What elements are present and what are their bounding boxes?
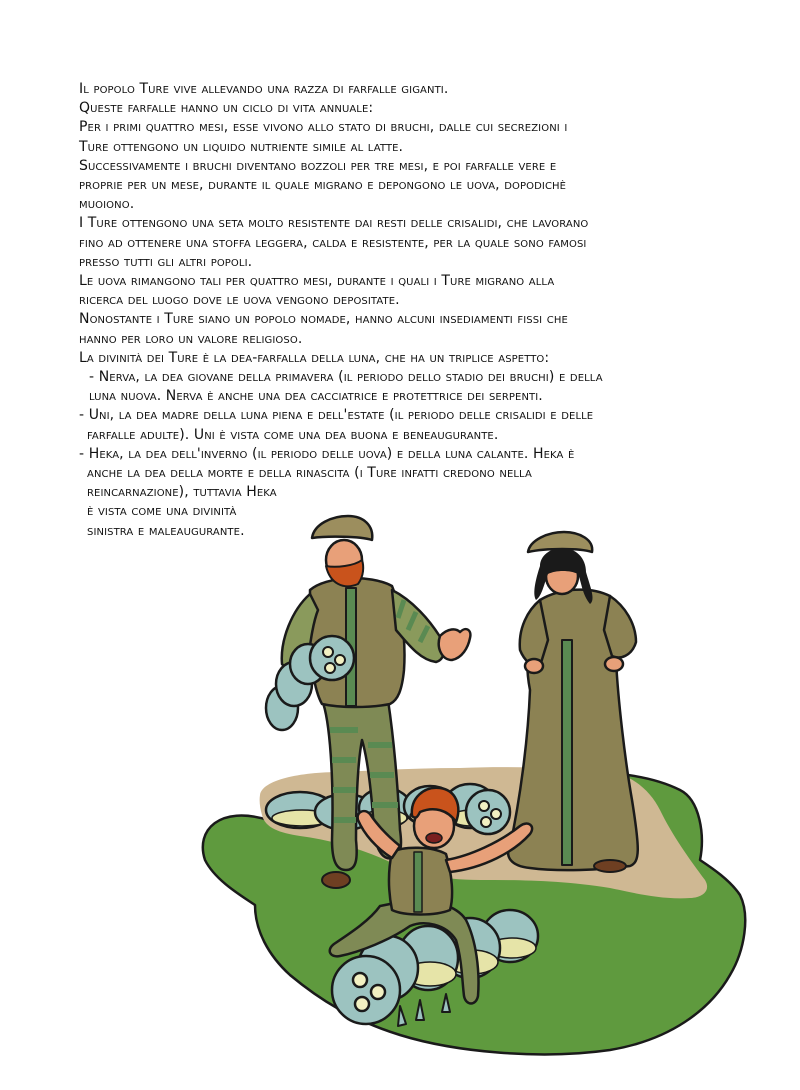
text-line: La divinità dei Ture è la dea-farfalla della luna, che ha un triplice aspetto: (79, 349, 550, 366)
text-line: fino ad ottenere una stoffa leggera, calda e resistente, per la quale sono famosi (79, 234, 587, 251)
text-line: Queste farfalle hanno un ciclo di vita annuale: (79, 100, 374, 117)
text-line: Il popolo Ture vive allevando una razza di farfalle giganti. (79, 81, 449, 97)
text-line: - Nerva, la dea giovane della primavera (il periodo dello stadio dei bruchi) e della (89, 369, 603, 386)
text-line: Nonostante i Ture siano un popolo nomade, hanno alcuni insediamenti fissi che (79, 311, 568, 328)
text-line: luna nuova. Nerva è anche una dea cacciatrice e protettrice dei serpenti. (89, 388, 543, 405)
text-line: presso tutti gli altri popoli. (79, 253, 253, 270)
text-line: hanno per loro un valore religioso. (79, 330, 303, 347)
text-line: farfalle adulte). Uni è vista come una dea buona e beneaugurante. (87, 426, 499, 443)
text-line: - Heka, la dea dell'inverno (il periodo delle uova) e della luna calante. Heka è (79, 445, 575, 462)
text-line: reincarnazione), tuttavia Heka (87, 484, 277, 501)
text-line: Ture ottengono un liquido nutriente simile al latte. (79, 138, 404, 155)
text-line: anche la dea della morte e della rinascita (i Ture infatti credono nella (87, 465, 532, 482)
text-line: Per i primi quattro mesi, esse vivono allo stato di bruchi, dalle cui secrezioni i (79, 119, 568, 136)
text-line: - Uni, la dea madre della luna piena e dell'estate (il periodo delle crisalidi e delle (79, 407, 594, 424)
woman-figure (508, 532, 638, 872)
text-line: sinistra e maleaugurante. (87, 522, 245, 539)
text-line: ricerca del luogo dove le uova vengono depositate. (79, 292, 400, 309)
text-line: I Ture ottengono una seta molto resistente dai resti delle crisalidi, che lavorano (79, 215, 589, 232)
text-line: muoiono. (79, 196, 135, 213)
text-line: Le uova rimangono tali per quattro mesi, durante i quali i Ture migrano alla (79, 273, 555, 290)
text-line: proprie per un mese, durante il quale migrano e depongono le uova, dopodichè (79, 177, 567, 194)
text-line: è vista come una divinità (87, 503, 237, 520)
text-line: Successivamente i bruchi diventano bozzoli per tre mesi, e poi farfalle vere e (79, 157, 557, 174)
